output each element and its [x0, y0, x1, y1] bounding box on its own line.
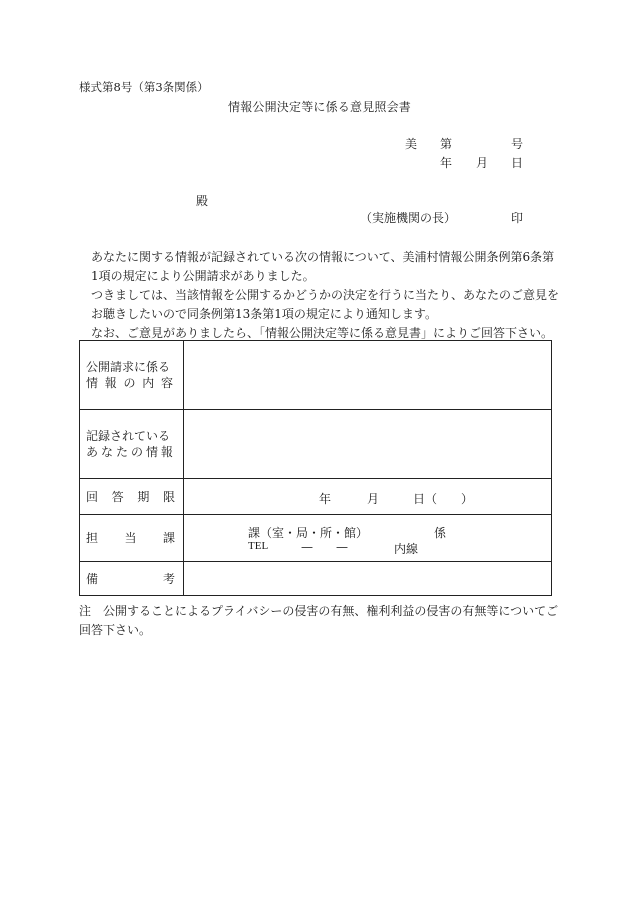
label-request-info-line1: 公開請求に係る — [86, 360, 171, 374]
sender-title: （実施機関の長） — [360, 211, 457, 225]
form-number: 様式第8号（第3条関係） — [79, 80, 209, 94]
remarks-field[interactable] — [184, 562, 552, 596]
label-department: 担 当 課 — [80, 515, 184, 562]
response-deadline-field[interactable] — [184, 479, 552, 515]
inquiry-table — [79, 340, 552, 596]
recorded-info-field[interactable] — [184, 410, 552, 479]
deadline-year: 年 — [319, 492, 332, 506]
reference-dai: 第 — [440, 137, 453, 151]
reference-mi: 美 — [405, 137, 418, 151]
label-response-deadline: 回 答 期 限 — [80, 479, 184, 515]
label-request-info-line2: 情 報 の 内 容 — [86, 376, 173, 390]
telephone-dash-2: — — [336, 540, 348, 554]
extension-label: 内線 — [394, 542, 419, 556]
reference-go: 号 — [511, 137, 524, 151]
document-title: 情報公開決定等に係る意見照会書 — [228, 100, 412, 114]
body-paragraph-2: つきましては、当該情報を公開するかどうかの決定を行うに当たり、あなたのご意見をお聴きしたいので同条例第13条第1項の規定により通知します。 — [91, 288, 560, 321]
department-field[interactable] — [184, 515, 552, 562]
request-info-field[interactable] — [184, 341, 552, 410]
label-request-info — [80, 341, 184, 410]
seal-mark: 印 — [511, 211, 524, 225]
table-row — [80, 562, 552, 596]
label-recorded-info-line2: あ な た の 情 報 — [86, 445, 173, 459]
deadline-day: 日（ ） — [413, 492, 474, 506]
body-paragraph-1: あなたに関する情報が記録されている次の情報について、美浦村情報公開条例第6条第1項の規定により公開請求がありました。 — [91, 250, 555, 283]
department-section: 係 — [434, 526, 447, 540]
telephone-label: TEL — [248, 540, 269, 552]
label-recorded-info-line1: 記録されている — [86, 429, 171, 443]
table-row — [80, 515, 552, 562]
date-day: 日 — [511, 156, 524, 170]
body-paragraph-3: なお、ご意見がありましたら、「情報公開決定等に係る意見書」によりご回答下さい。 — [91, 326, 554, 340]
deadline-month: 月 — [367, 492, 380, 506]
addressee-dono: 殿 — [196, 194, 209, 208]
date-year: 年 — [440, 156, 453, 170]
footnote: 注 公開することによるプライバシーの侵害の有無、権利利益の侵害の有無等についてご回答下さい。 — [79, 604, 559, 637]
telephone-dash-1: — — [301, 540, 313, 554]
date-month: 月 — [476, 156, 489, 170]
department-unit: 課（室・局・所・館） — [248, 526, 369, 540]
table-row — [80, 410, 552, 479]
label-recorded-info — [80, 410, 184, 479]
table-row — [80, 479, 552, 515]
table-row — [80, 341, 552, 410]
label-remarks: 備 考 — [80, 562, 184, 596]
